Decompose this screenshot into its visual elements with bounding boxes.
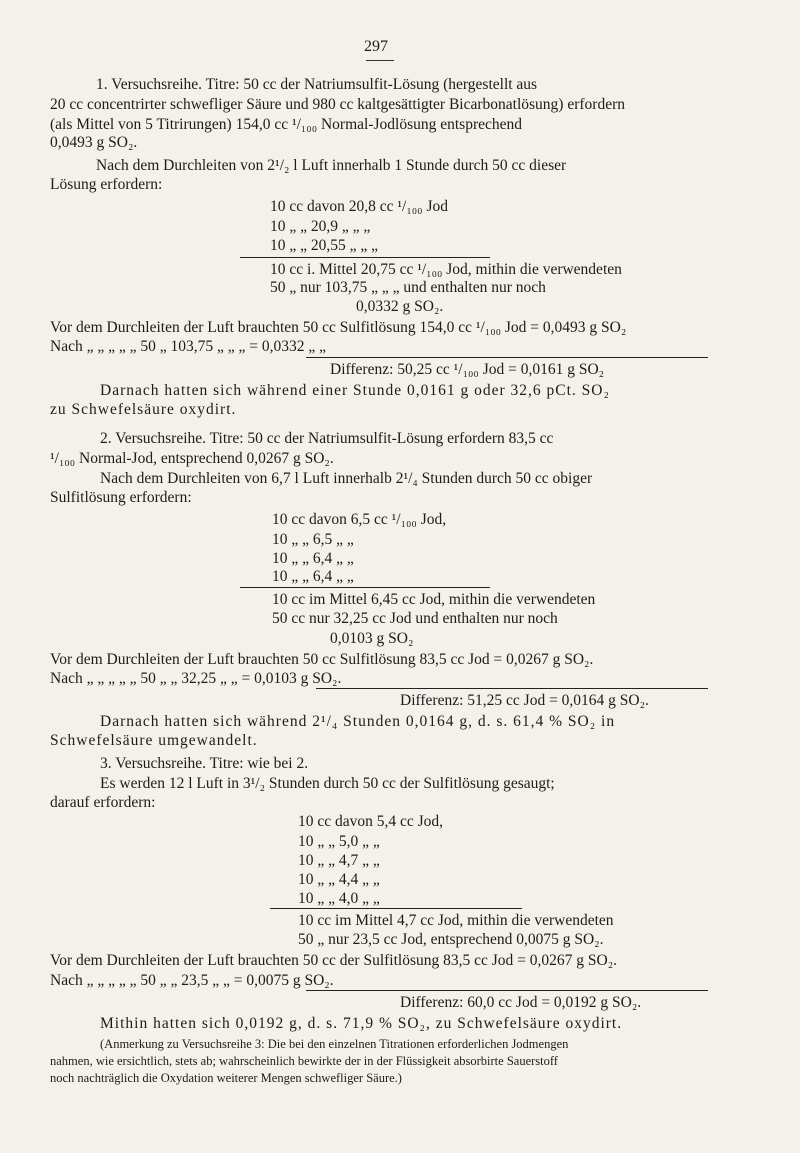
table-row: 0,0103 g SO₂ — [330, 630, 414, 647]
text-line: zu Schwefelsäure oxydirt. — [50, 401, 237, 418]
table-row: 10 „ „ 6,4 „ „ — [272, 568, 354, 585]
text-line: Schwefelsäure umgewandelt. — [50, 732, 258, 749]
sum-rule — [240, 257, 490, 258]
difference-line: Differenz: 51,25 cc Jod = 0,0164 g SO₂. — [400, 692, 649, 709]
text-line: Vor dem Durchleiten der Luft brauchten 50 cc Sulfitlösung 83,5 cc Jod = 0,0267 g SO₂. — [50, 651, 594, 668]
text-line: 1. Versuchsreihe. Titre: 50 cc der Natriumsulfit-Lösung (hergestellt aus — [96, 76, 538, 93]
page-number-rule — [366, 60, 394, 61]
text-line: (als Mittel von 5 Titrirungen) 154,0 cc ¹/₁₀₀ Normal-Jodlösung entsprechend — [50, 116, 523, 133]
sum-rule — [270, 908, 522, 909]
table-row: 10 „ „ 5,0 „ „ — [298, 833, 380, 850]
footnote-line: nahmen, wie ersichtlich, stets ab; wahrscheinlich bewirkte der in der Flüssigkeit absorbirte Sauerstoff — [50, 1054, 558, 1068]
page-number: 297 — [364, 38, 388, 55]
difference-line: Differenz: 60,0 cc Jod = 0,0192 g SO₂. — [400, 994, 642, 1011]
text-line: 0,0493 g SO₂. — [50, 134, 138, 151]
footnote-line: (Anmerkung zu Versuchsreihe 3: Die bei den einzelnen Titrationen erforderlichen Jodmengen — [100, 1037, 569, 1051]
text-line: darauf erfordern: — [50, 794, 156, 811]
text-line: Nach dem Durchleiten von 6,7 l Luft innerhalb 2¹/₄ Stunden durch 50 cc obiger — [100, 470, 593, 487]
difference-line: Differenz: 50,25 cc ¹/₁₀₀ Jod = 0,0161 g SO₂ — [330, 361, 605, 378]
table-row: 10 cc davon 6,5 cc ¹/₁₀₀ Jod, — [272, 511, 447, 528]
table-row: 10 „ „ 6,4 „ „ — [272, 550, 354, 567]
text-line: 20 cc concentrirter schwefliger Säure und 980 cc kaltgesättigter Bicarbonatlösung) erfordern — [50, 96, 625, 113]
text-line: Nach „ „ „ „ „ 50 „ „ 23,5 „ „ = 0,0075 g SO₂. — [50, 972, 334, 989]
text-line: Mithin hatten sich 0,0192 g, d. s. 71,9 % SO₂, zu Schwefelsäure oxydirt. — [100, 1015, 623, 1032]
table-row: 10 „ „ 4,4 „ „ — [298, 871, 380, 888]
table-row: 10 „ „ 6,5 „ „ — [272, 531, 354, 548]
sum-rule — [240, 587, 490, 588]
sum-rule — [316, 688, 708, 689]
sum-rule — [306, 357, 708, 358]
text-line: Darnach hatten sich während 2¹/₄ Stunden 0,0164 g, d. s. 61,4 % SO₂ in — [100, 713, 616, 730]
table-row: 10 cc im Mittel 6,45 cc Jod, mithin die verwendeten — [272, 591, 596, 608]
text-line: 2. Versuchsreihe. Titre: 50 cc der Natriumsulfit-Lösung erfordern 83,5 cc — [100, 430, 554, 447]
text-line: Lösung erfordern: — [50, 176, 163, 193]
text-line: Nach dem Durchleiten von 2¹/₂ l Luft innerhalb 1 Stunde durch 50 cc dieser — [96, 157, 567, 174]
text-line: Nach „ „ „ „ „ 50 „ „ 32,25 „ „ = 0,0103 g SO₂. — [50, 670, 342, 687]
table-row: 10 „ „ 4,7 „ „ — [298, 852, 380, 869]
table-row: 10 „ „ 20,9 „ „ „ — [270, 218, 371, 235]
sum-rule — [306, 990, 708, 991]
table-row: 10 cc davon 20,8 cc ¹/₁₀₀ Jod — [270, 198, 448, 215]
text-line: ¹/₁₀₀ Normal-Jod, entsprechend 0,0267 g SO₂. — [50, 450, 334, 467]
table-row: 10 cc i. Mittel 20,75 cc ¹/₁₀₀ Jod, mithin die verwendeten — [270, 261, 622, 278]
table-row: 10 cc davon 5,4 cc Jod, — [298, 813, 444, 830]
table-row: 50 „ nur 103,75 „ „ „ und enthalten nur noch — [270, 279, 546, 296]
text-line: Sulfitlösung erfordern: — [50, 489, 192, 506]
text-line: Nach „ „ „ „ „ 50 „ 103,75 „ „ „ = 0,0332 „ „ — [50, 338, 326, 355]
table-row: 0,0332 g SO₂. — [356, 298, 444, 315]
text-line: Vor dem Durchleiten der Luft brauchten 50 cc der Sulfitlösung 83,5 cc Jod = 0,0267 g SO₂. — [50, 952, 618, 969]
table-row: 10 „ „ 4,0 „ „ — [298, 890, 380, 907]
text-line: 3. Versuchsreihe. Titre: wie bei 2. — [100, 755, 309, 772]
table-row: 50 „ nur 23,5 cc Jod, entsprechend 0,0075 g SO₂. — [298, 931, 604, 948]
text-line: Es werden 12 l Luft in 3¹/₂ Stunden durch 50 cc der Sulfitlösung gesaugt; — [100, 775, 555, 792]
table-row: 10 cc im Mittel 4,7 cc Jod, mithin die verwendeten — [298, 912, 614, 929]
text-line: Vor dem Durchleiten der Luft brauchten 50 cc Sulfitlösung 154,0 cc ¹/₁₀₀ Jod = 0,0493 g SO₂ — [50, 319, 627, 336]
footnote-line: noch nachträglich die Oxydation weiterer Mengen schwefliger Säure.) — [50, 1071, 402, 1085]
table-row: 10 „ „ 20,55 „ „ „ — [270, 237, 379, 254]
text-line: Darnach hatten sich während einer Stunde 0,0161 g oder 32,6 pCt. SO₂ — [100, 382, 610, 399]
table-row: 50 cc nur 32,25 cc Jod und enthalten nur noch — [272, 610, 558, 627]
